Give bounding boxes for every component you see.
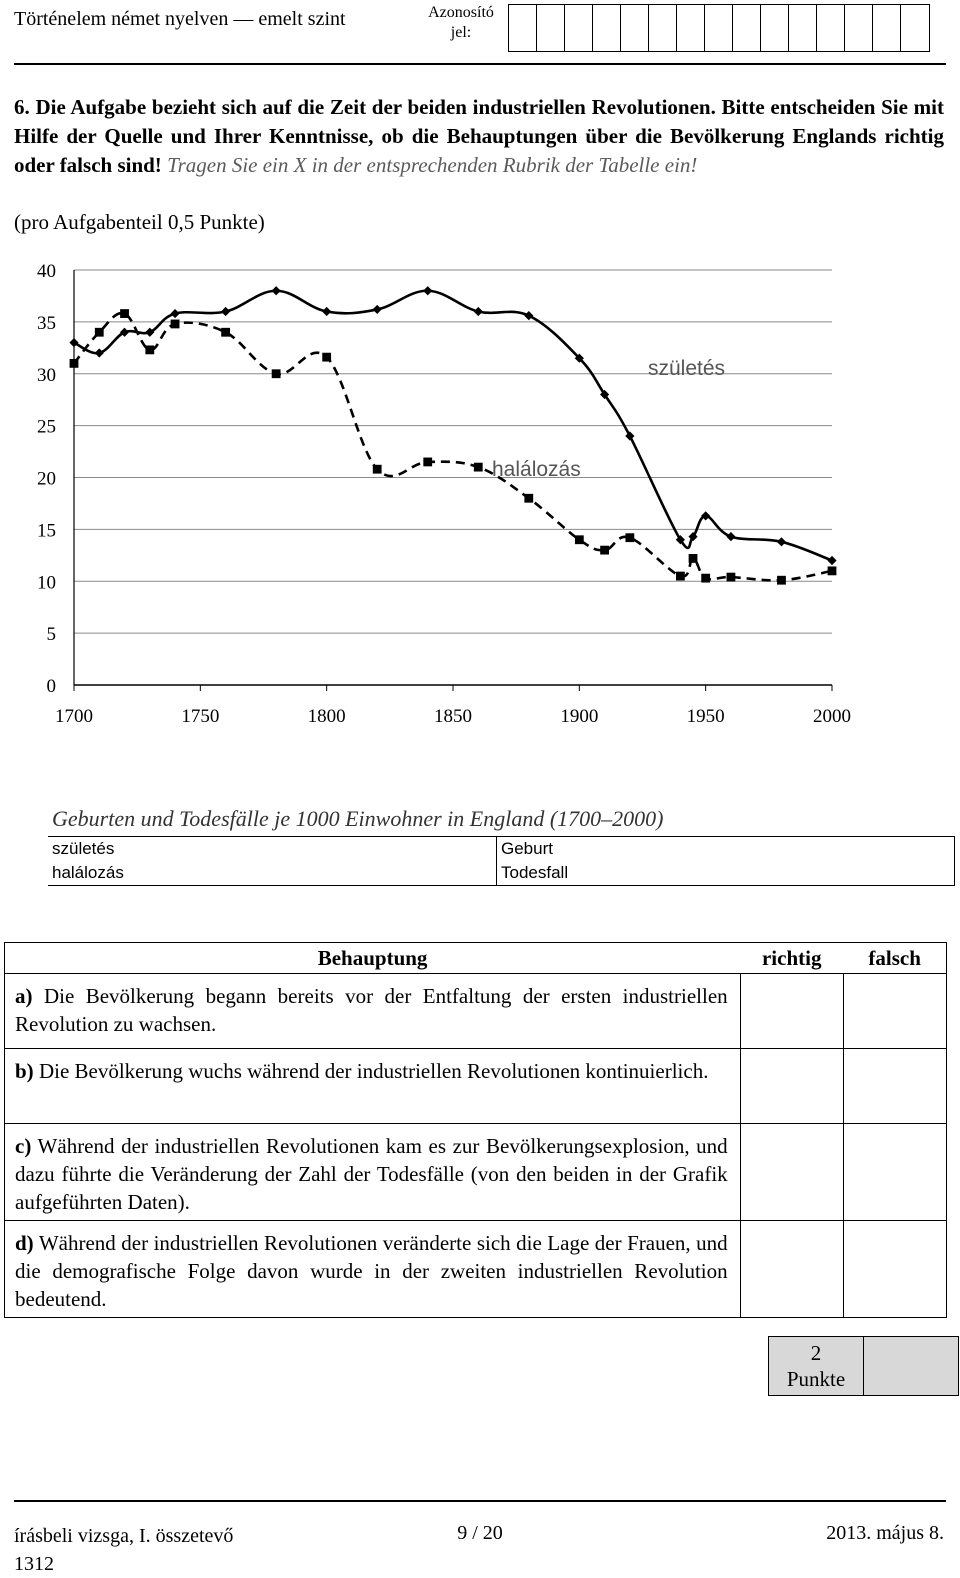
id-digit-box[interactable]: [761, 5, 789, 51]
y-tick-label: 0: [46, 676, 56, 697]
id-label: [420, 3, 502, 43]
answer-a-richtig[interactable]: [740, 974, 843, 1049]
x-tick-label: 1850: [434, 706, 472, 727]
birth-death-chart: [0, 250, 900, 730]
score-entry[interactable]: [864, 1337, 959, 1396]
x-tick-label: 1800: [307, 706, 346, 727]
id-digit-box[interactable]: [789, 5, 817, 51]
points-note: (pro Aufgabenteil 0,5 Punkte): [14, 210, 265, 234]
data-point-death: [676, 572, 685, 581]
footer-exam-name: írásbeli vizsga, I. összetevő: [14, 1525, 234, 1547]
table-row: [5, 974, 947, 1049]
data-point-birth: [373, 305, 382, 314]
id-digit-box[interactable]: [649, 5, 677, 51]
statement-letter: a): [15, 984, 33, 1008]
data-point-death: [145, 345, 154, 354]
data-point-death: [70, 359, 79, 368]
statement-text: Die Bevölkerung wuchs während der industriellen Revolutionen kontinuierlich.: [38, 1059, 709, 1083]
data-point-birth: [221, 307, 230, 316]
answer-c-richtig[interactable]: [740, 1124, 843, 1221]
legend-hu-death: halálozás: [52, 863, 124, 882]
id-digit-box[interactable]: [901, 5, 929, 51]
task-bold-text: 6. Die Aufgabe bezieht sich auf die Zeit der beiden industriellen Revolutionen. Bitte entscheiden Sie mit Hilfe der Quelle und Ihrer Kenntnisse, ob die Behauptungen über die Bevölkerung Englands richtig oder falsch sind!: [14, 95, 944, 177]
id-digit-box[interactable]: [537, 5, 565, 51]
y-tick-label: 20: [37, 468, 56, 490]
statement-text: Während der industriellen Revolutionen veränderte sich die Lage der Frauen, und die demografische Folge davon wurde in der zweiten industriellen Revolution bedeutend.: [15, 1231, 728, 1311]
id-label-line2: jel:: [450, 24, 472, 41]
legend-de-death: Todesfall: [497, 861, 955, 886]
table-row: [5, 1221, 947, 1318]
data-point-birth: [726, 532, 735, 541]
statement-letter: d): [15, 1231, 34, 1255]
chart-caption: Geburten und Todesfälle je 1000 Einwohner in England (1700–2000): [52, 806, 664, 831]
series-label-birth: születés: [648, 357, 726, 380]
header-richtig: richtig: [740, 943, 843, 974]
data-point-death: [221, 328, 230, 337]
score-points: 2: [810, 1341, 822, 1365]
data-point-death: [322, 353, 331, 362]
data-point-birth: [95, 348, 104, 357]
statement-text: Die Bevölkerung begann bereits vor der Entfaltung der ersten industriellen Revolution zu wachsen.: [15, 984, 728, 1036]
header-title: Történelem német nyelven — emelt szint: [14, 8, 346, 30]
data-point-death: [777, 576, 786, 585]
data-point-death: [689, 554, 698, 563]
header-rule: [14, 63, 946, 65]
chart-grid: [74, 270, 832, 685]
table-row: [5, 1049, 947, 1124]
series-line-deaths: [74, 313, 832, 580]
data-point-death: [701, 574, 710, 583]
x-tick-label: 2000: [813, 706, 851, 727]
chart-x-ticks: [55, 685, 851, 727]
score-box: [768, 1336, 959, 1396]
answer-b-falsch[interactable]: [843, 1049, 946, 1124]
footer-rule: [14, 1500, 946, 1502]
statement-letter: c): [15, 1134, 32, 1158]
statement-d: [5, 1221, 741, 1318]
task-italic-text: Tragen Sie ein X in der entsprechenden Rubrik der Tabelle ein!: [167, 153, 698, 177]
id-digit-box[interactable]: [621, 5, 649, 51]
data-point-death: [373, 465, 382, 474]
data-point-death: [600, 546, 609, 555]
statement-a: [5, 974, 741, 1049]
data-point-death: [828, 566, 837, 575]
data-point-birth: [777, 537, 786, 546]
data-point-death: [95, 328, 104, 337]
task-instructions: [14, 93, 944, 180]
id-digit-box[interactable]: [817, 5, 845, 51]
x-tick-label: 1750: [181, 706, 220, 727]
footer-date: 2013. május 8.: [826, 1522, 944, 1544]
x-tick-label: 1900: [560, 706, 599, 727]
footer-page-number: 9 / 20: [457, 1522, 503, 1544]
answer-d-richtig[interactable]: [740, 1221, 843, 1318]
answer-a-falsch[interactable]: [843, 974, 946, 1049]
footer-code: 1312: [14, 1553, 54, 1575]
id-digit-box[interactable]: [565, 5, 593, 51]
legend-table: [48, 836, 955, 886]
data-point-death: [727, 573, 736, 582]
data-point-birth: [322, 307, 331, 316]
data-point-death: [171, 320, 180, 329]
data-point-death: [524, 494, 533, 503]
statement-letter: b): [15, 1059, 34, 1083]
chart-y-ticks: [37, 261, 56, 697]
x-tick-label: 1700: [55, 706, 93, 727]
statement-text: Während der industriellen Revolutionen kam es zur Bevölkerungsexplosion, und dazu führte die Veränderung der Zahl der Todesfälle (von den beiden in der Grafik aufgeführten Daten).: [15, 1134, 728, 1214]
y-tick-label: 15: [37, 520, 56, 542]
data-point-birth: [423, 286, 432, 295]
legend-de-birth: Geburt: [497, 837, 955, 862]
x-tick-label: 1950: [686, 706, 725, 727]
score-unit: Punkte: [786, 1367, 846, 1391]
data-point-birth: [272, 286, 281, 295]
answer-d-falsch[interactable]: [843, 1221, 946, 1318]
y-tick-label: 25: [37, 416, 56, 438]
data-point-birth: [827, 556, 836, 565]
header-falsch: falsch: [843, 943, 946, 974]
statement-c: [5, 1124, 741, 1221]
data-point-birth: [474, 307, 483, 316]
table-row: [5, 1124, 947, 1221]
y-tick-label: 30: [37, 364, 56, 386]
y-tick-label: 10: [37, 572, 56, 594]
data-point-death: [120, 309, 129, 318]
chart-series: [69, 286, 836, 584]
legend-row: [48, 861, 955, 886]
legend-hu-birth: születés: [52, 839, 115, 858]
id-boxes: [508, 4, 930, 52]
id-label-line1: Azonosító: [428, 4, 494, 21]
table-header-row: [5, 943, 947, 974]
id-digit-box[interactable]: [509, 5, 537, 51]
y-tick-label: 35: [37, 312, 56, 334]
data-point-death: [423, 458, 432, 467]
y-tick-label: 5: [46, 624, 56, 646]
id-digit-box[interactable]: [593, 5, 621, 51]
id-digit-box[interactable]: [705, 5, 733, 51]
id-digit-box[interactable]: [677, 5, 705, 51]
statement-b: [5, 1049, 741, 1124]
data-point-birth: [524, 311, 533, 320]
data-point-birth: [170, 309, 179, 318]
data-point-birth: [625, 431, 634, 440]
answer-c-falsch[interactable]: [843, 1124, 946, 1221]
id-digit-box[interactable]: [733, 5, 761, 51]
header-statement: Behauptung: [5, 943, 741, 974]
y-tick-label: 40: [37, 261, 56, 282]
series-label-death: halálozás: [492, 458, 581, 481]
data-point-death: [474, 463, 483, 472]
id-digit-box[interactable]: [873, 5, 901, 51]
legend-row: [48, 837, 955, 862]
id-digit-box[interactable]: [845, 5, 873, 51]
data-point-death: [625, 533, 634, 542]
answer-b-richtig[interactable]: [740, 1049, 843, 1124]
statement-table: [4, 942, 947, 1318]
data-point-death: [575, 535, 584, 544]
data-point-death: [272, 369, 281, 378]
score-label: [769, 1337, 864, 1396]
